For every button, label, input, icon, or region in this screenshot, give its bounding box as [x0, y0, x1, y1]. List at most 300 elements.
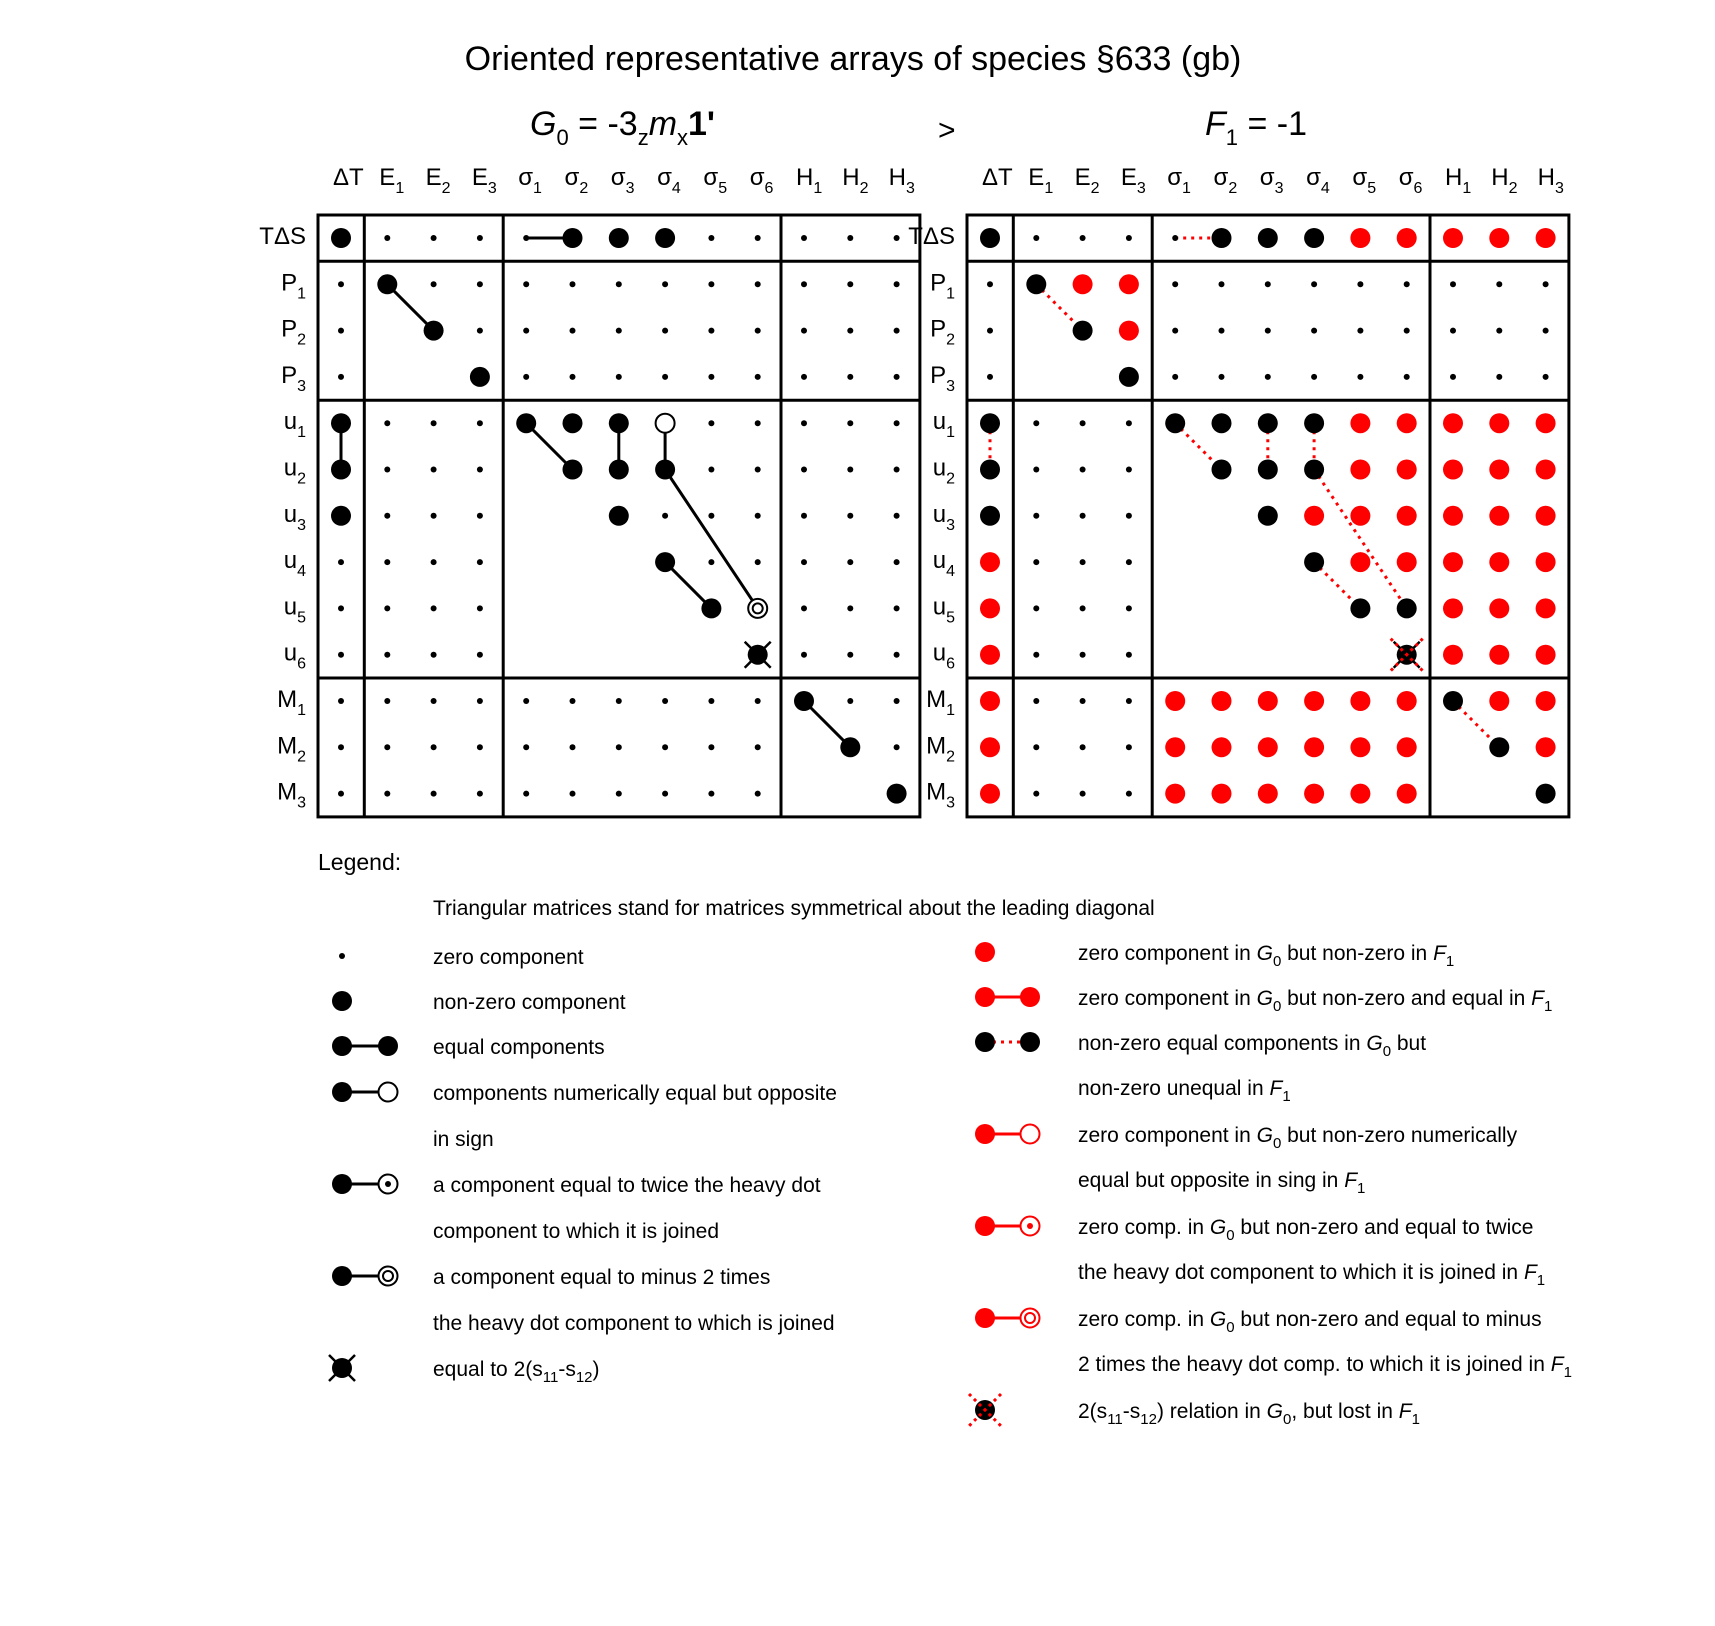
matrix-right-cell-zero [1172, 281, 1178, 287]
matrix-right-cell-red-nonzero [1304, 784, 1324, 804]
matrix-right-cell-red-nonzero [1350, 506, 1370, 526]
matrix-right-cell-nonzero [1304, 460, 1324, 480]
matrix-left-cell-zero [755, 374, 761, 380]
matrix-left-cell-zero [847, 652, 853, 658]
right-heading: $F_1 = -1$ [1205, 105, 1308, 150]
matrix-right-cell-red-nonzero [1489, 460, 1509, 480]
matrix-left-cell-nonzero [331, 506, 351, 526]
legend-link-start [332, 1082, 352, 1102]
matrix-right-cell-red-nonzero [1536, 645, 1556, 665]
matrix-right-cell-red-nonzero [980, 784, 1000, 804]
matrix-left-cell-zero [755, 698, 761, 704]
matrix-right-cell-zero [1543, 374, 1549, 380]
matrix-right-cell-zero [987, 374, 993, 380]
matrix-right-cell-zero [1080, 652, 1086, 658]
matrix-left-cell-zero [338, 374, 344, 380]
matrix-right-col-header: $H_1$ [1445, 164, 1472, 197]
matrix-right-cell-red-nonzero [1350, 552, 1370, 572]
legend-link-start [332, 1174, 352, 1194]
matrix-right-cell-red-nonzero [1397, 552, 1417, 572]
legend-right-item-3a: non-zero equal components in $G_0$ but [1078, 1032, 1427, 1060]
matrix-left-row-header: $u_5$ [283, 593, 306, 627]
matrix-right-cell-nonzero [1304, 413, 1324, 433]
matrix-left-cell-zero [477, 467, 483, 473]
matrix-left-row-header: $P_2$ [281, 315, 306, 349]
matrix-right-row-header: $M_1$ [926, 686, 955, 719]
legend-right-column [969, 942, 1572, 1428]
legend-right-item-6b: 2 times the heavy dot comp. to which it is joined in $F_1$ [1078, 1353, 1572, 1381]
matrix-left-cell-zero [894, 559, 900, 565]
matrix-left-cell-zero [894, 513, 900, 519]
matrix-right-cell-red-nonzero [1536, 552, 1556, 572]
matrix-right-cell-red-nonzero [1443, 645, 1463, 665]
matrix-right-cell-nonzero [1304, 552, 1324, 572]
matrix-left-cell-zero [477, 744, 483, 750]
matrix-left-cell-zero [477, 420, 483, 426]
matrix-left-cell-zero [847, 698, 853, 704]
matrix-left-cell-zero [431, 420, 437, 426]
matrix-right-cell-zero [1033, 420, 1039, 426]
matrix-left-cell-zero [755, 328, 761, 334]
matrix-left-cell-zero [708, 513, 714, 519]
matrix-right-cell-red-nonzero [1536, 691, 1556, 711]
matrix-left-cell-zero [662, 791, 668, 797]
matrix-right-cell-zero [987, 328, 993, 334]
legend-red-dot [975, 942, 995, 962]
matrix-right-col-header: $\sigma_2$ [1213, 164, 1238, 197]
matrix-right-cell-zero [1033, 559, 1039, 565]
matrix-right-cell-zero [1033, 652, 1039, 658]
matrix-right-cell-zero [1496, 328, 1502, 334]
legend-red-link-start [975, 1216, 995, 1236]
matrix-right-cell-red-nonzero [1489, 552, 1509, 572]
matrix-left-cell-zero [523, 328, 529, 334]
matrix-left-cell-zero [662, 744, 668, 750]
matrix-right-cell-zero [1126, 513, 1132, 519]
matrix-right-cell-red-nonzero [1489, 506, 1509, 526]
matrix-left-col-header: $H_3$ [888, 164, 915, 197]
matrix-left-col-header: $\sigma_2$ [564, 164, 589, 197]
matrix-left-cell-zero [616, 698, 622, 704]
legend-dotted-link-start [975, 1032, 995, 1052]
matrix-right-cell-red-nonzero [1397, 228, 1417, 248]
matrix-right-cell-red-nonzero [1489, 645, 1509, 665]
matrix-left-cell-zero [523, 698, 529, 704]
matrix-left-cell-zero [708, 374, 714, 380]
matrix-left-cell-zero [431, 281, 437, 287]
matrix-left-cell-zero [338, 652, 344, 658]
matrix-left-cell-zero [894, 652, 900, 658]
matrix-left-cell-nonzero [331, 460, 351, 480]
matrix-right-cell-red-nonzero [1443, 460, 1463, 480]
matrix-left-cell-zero [570, 374, 576, 380]
matrix-right-row-header: $P_2$ [930, 315, 955, 349]
matrix-left-cell-zero [477, 698, 483, 704]
matrix-right-col-header: $E_1$ [1028, 164, 1054, 197]
matrix-right-cell-nonzero [1489, 737, 1509, 757]
legend-link-end-dot [385, 1181, 391, 1187]
matrix-left-cell-nonzero [516, 413, 536, 433]
legend-link-end [379, 1083, 398, 1102]
matrix-right-cell-red-nonzero [1397, 460, 1417, 480]
matrix-left-col-header: $\sigma_4$ [657, 164, 681, 197]
matrix-left-cell-nonzero [563, 413, 583, 433]
matrix-right-cell-red-nonzero [1489, 691, 1509, 711]
matrix-left-cell-zero [755, 235, 761, 241]
matrix-left-cell-zero [570, 328, 576, 334]
matrix-left-col-header: $\sigma_6$ [749, 164, 774, 197]
matrix-left-cell-zero [801, 235, 807, 241]
matrix-left-cell-zero [755, 791, 761, 797]
matrix-right-cell-nonzero [1212, 228, 1232, 248]
matrix-right-cell-red-nonzero [1536, 413, 1556, 433]
matrix-left-cell-zero [384, 559, 390, 565]
matrix-left-cell-zero [431, 605, 437, 611]
matrix-right-cell-zero [1033, 513, 1039, 519]
matrix-right-cell-zero [1219, 281, 1225, 287]
matrix-left-cell-zero [570, 791, 576, 797]
matrix-right-cell-zero [1080, 791, 1086, 797]
matrix-right-cell-zero [1126, 235, 1132, 241]
matrix-right-cell-red-nonzero [1443, 228, 1463, 248]
matrix-left-cell-zero [708, 328, 714, 334]
matrix-left-cell-zero [384, 467, 390, 473]
matrix-left-col-header: $E_1$ [379, 164, 405, 197]
matrix-left-cell-zero [616, 744, 622, 750]
legend-left-item-text: components numerically equal but opposite [433, 1082, 837, 1105]
matrix-right-cell-nonzero [1119, 367, 1139, 387]
matrix-right-cell-zero [1126, 791, 1132, 797]
matrix-left-cell-zero [755, 513, 761, 519]
matrix-left-cell-zero [384, 744, 390, 750]
matrix-right-cell-zero [1265, 374, 1271, 380]
matrix-right-cell-red-nonzero [980, 737, 1000, 757]
matrix-right-cell-nonzero [1536, 784, 1556, 804]
matrix-left-cell-nonzero [794, 691, 814, 711]
matrix-left-cell-nonzero [377, 274, 397, 294]
page-title: Oriented representative arrays of species §633 (gb) [464, 40, 1242, 78]
matrix-right-cell-nonzero [980, 460, 1000, 480]
matrix-right-cell-zero [1126, 698, 1132, 704]
matrix-left-cell-zero [431, 559, 437, 565]
matrix-right-cell-red-nonzero [1397, 737, 1417, 757]
matrix-right-cell-red-nonzero [1350, 784, 1370, 804]
legend-red-link-end [1021, 1125, 1040, 1144]
matrix-right-cell-zero [1219, 328, 1225, 334]
matrix-right-row-header: $P_1$ [930, 269, 955, 303]
legend-right-item-1: zero component in $G_0$ but non-zero in $F_1$ [1078, 942, 1455, 970]
matrix-right-cell-red-nonzero [1258, 784, 1278, 804]
matrix-left-cell-zero [894, 235, 900, 241]
matrix-left-cell-nonzero [424, 321, 444, 341]
legend-red-link-start [975, 1308, 995, 1328]
matrix-left-cell-nonzero [609, 460, 629, 480]
legend-left-item-text: a component equal to twice the heavy dot [433, 1174, 821, 1197]
matrix-left-cell-zero [708, 559, 714, 565]
matrix-right-cell-nonzero [1212, 413, 1232, 433]
legend-red-link-end-dot [1027, 1223, 1033, 1229]
legend-left-item-text: equal to $2(s_{11}-s_{12})$ [433, 1358, 600, 1386]
matrix-left-links [341, 238, 850, 747]
matrix-left-row-header: $P_3$ [281, 361, 306, 395]
matrix-left-row-header: $P_1$ [281, 269, 306, 303]
matrix-left-cell-zero [847, 328, 853, 334]
heading-separator: > [938, 114, 956, 147]
matrix-right-cell-zero [1311, 328, 1317, 334]
matrix-left-cell-zero [662, 374, 668, 380]
matrix-right-cell-red-nonzero [1165, 691, 1185, 711]
legend-lost-cross-b [969, 1394, 1001, 1426]
matrix-right-cell-zero [1033, 791, 1039, 797]
legend-left-item-text: a component equal to minus 2 times [433, 1266, 771, 1289]
matrix-right-cell-zero [1404, 281, 1410, 287]
matrix-right-cell-zero [1033, 235, 1039, 241]
matrix-right-cell-red-nonzero [1350, 691, 1370, 711]
legend-right-item-4b: equal but opposite in sing in $F_1$ [1078, 1169, 1366, 1197]
matrix-left-row-header: $M_1$ [277, 686, 306, 719]
matrix-right-cell-red-nonzero [1119, 321, 1139, 341]
matrix-left-cell-zero [847, 513, 853, 519]
legend-link-start [332, 1036, 352, 1056]
matrix-right-col-header: $\sigma_3$ [1259, 164, 1284, 197]
matrix-right-cell-red-nonzero [1536, 228, 1556, 248]
matrix-left-cell-zero [384, 235, 390, 241]
legend-red-link-end [1020, 987, 1040, 1007]
matrix-right-cell-red-nonzero [1536, 506, 1556, 526]
matrix-right-cell-red-nonzero [1397, 413, 1417, 433]
matrix-right-cell-zero [1357, 281, 1363, 287]
matrix-left-cell-zero [801, 374, 807, 380]
left-heading: $G_0 = -3_zm_x1'$ [530, 105, 716, 150]
matrix-right-cell-zero [1033, 605, 1039, 611]
matrix-left-cell-zero [431, 652, 437, 658]
matrix-left-cell-zero [477, 328, 483, 334]
matrix-right-cell-red-nonzero [1304, 691, 1324, 711]
matrix-right-cell-zero [1311, 281, 1317, 287]
matrix-left-cell-zero [431, 235, 437, 241]
matrix-right-cell-red-nonzero [980, 691, 1000, 711]
matrix-left-cell-zero [662, 513, 668, 519]
matrix-right-cell-nonzero [980, 228, 1000, 248]
matrix-right-cell-red-nonzero [1536, 460, 1556, 480]
matrix-left-link [665, 470, 758, 609]
matrix-left-cell-zero [523, 791, 529, 797]
matrix-left-col-header: $E_3$ [471, 164, 497, 197]
matrix-right-cell-red-nonzero [1212, 737, 1232, 757]
matrix-left-cell-zero [523, 281, 529, 287]
matrix-right-cell-red-nonzero [1443, 413, 1463, 433]
matrix-left-cell-zero [384, 420, 390, 426]
matrix-right-cell-zero [1265, 328, 1271, 334]
matrix-right-cell-zero [1543, 281, 1549, 287]
matrix-right-cell-zero [1126, 467, 1132, 473]
matrix-left-cell-nonzero [609, 228, 629, 248]
matrix-right-cell-zero [1126, 605, 1132, 611]
matrix-right-cell-zero [1126, 652, 1132, 658]
legend [318, 849, 1572, 1428]
legend-link-end [378, 1036, 398, 1056]
matrix-right-cell-red-nonzero [1350, 413, 1370, 433]
matrix-left-cell-zero [755, 744, 761, 750]
matrix-left-cell-zero [477, 605, 483, 611]
legend-right-item-2: zero component in $G_0$ but non-zero and equal in $F_1$ [1078, 987, 1553, 1015]
matrix-right-cell-zero [1080, 235, 1086, 241]
matrix-right-row-header: $P_3$ [930, 361, 955, 395]
matrix-right-row-header: $u_5$ [932, 593, 955, 627]
matrix-right-cell-zero [1080, 698, 1086, 704]
matrix-right-cell-red-nonzero [1397, 691, 1417, 711]
matrix-right-cell-red-nonzero [1536, 737, 1556, 757]
legend-nonzero-dot [332, 991, 352, 1011]
matrix-left-row-header: $u_3$ [283, 500, 306, 534]
matrix-left [259, 164, 920, 817]
matrix-left-cell-zero [708, 744, 714, 750]
matrix-right-col-header: $H_2$ [1491, 164, 1518, 197]
matrix-left-cell-nonzero [331, 228, 351, 248]
matrix-left-cell-nonzero [655, 552, 675, 572]
matrix-left-cell-zero [570, 744, 576, 750]
matrix-left-col-header: $H_1$ [796, 164, 823, 197]
matrix-left-cell-zero [616, 374, 622, 380]
matrix-left-cell-opposite [656, 414, 675, 433]
matrix-right-cell-zero [1404, 328, 1410, 334]
matrix-left-cell-zero [431, 744, 437, 750]
matrix-left-cell-nonzero [655, 460, 675, 480]
matrix-left-col-header: ΔT [333, 164, 364, 191]
matrix-left-cell-zero [847, 467, 853, 473]
matrix-left-cell-zero [384, 652, 390, 658]
matrix-right-col-header: $\sigma_1$ [1167, 164, 1191, 197]
matrix-left-cell-zero [847, 235, 853, 241]
matrix-left-cell-zero [894, 744, 900, 750]
matrix-right-cell-zero [1126, 559, 1132, 565]
matrix-left-cell-zero [338, 328, 344, 334]
matrix-left-cell-zero [801, 328, 807, 334]
matrix-left-cell-minus2-inner [753, 603, 763, 613]
matrix-left-col-header: $\sigma_5$ [703, 164, 728, 197]
matrix-left-cell-zero [384, 513, 390, 519]
matrix-right-cell-red-nonzero [1212, 784, 1232, 804]
matrix-left-cell-zero [801, 281, 807, 287]
matrix-left-cell-zero [431, 698, 437, 704]
legend-right-item-6a: zero comp. in $G_0$ but non-zero and equal to minus [1078, 1308, 1542, 1336]
matrix-left-cell-zero [431, 467, 437, 473]
matrix-right-row-header: $u_3$ [932, 500, 955, 534]
matrix-right-cell-red-nonzero [1443, 598, 1463, 618]
matrix-left-cell-zero [384, 605, 390, 611]
matrix-left-cell-zero [755, 467, 761, 473]
legend-left-item-text: equal components [433, 1036, 605, 1059]
matrix-left-cell-zero [755, 559, 761, 565]
matrix-right-cell-zero [1033, 467, 1039, 473]
matrix-right-cell-zero [1172, 374, 1178, 380]
legend-link-end-ring [383, 1271, 393, 1281]
matrix-left-cell-zero [894, 281, 900, 287]
matrix-left-cell-zero [384, 791, 390, 797]
matrix-left-cell-zero [801, 513, 807, 519]
matrix-left-cell-zero [708, 420, 714, 426]
matrix-right-cell-red-nonzero [1304, 506, 1324, 526]
matrix-left-cell-zero [708, 791, 714, 797]
matrix-left-cell-zero [801, 467, 807, 473]
matrix-left-cell-zero [477, 791, 483, 797]
legend-link-start [332, 1266, 352, 1286]
legend-left-column [329, 946, 837, 1386]
matrix-left-cell-zero [477, 652, 483, 658]
matrix-right-cell-nonzero [1350, 598, 1370, 618]
matrix-left-cell-zero [477, 235, 483, 241]
matrix-right-col-header: $\sigma_6$ [1398, 164, 1423, 197]
matrix-right-cell-nonzero [1165, 413, 1185, 433]
matrix-right-cell-red-nonzero [1489, 413, 1509, 433]
matrix-left-cell-zero [338, 605, 344, 611]
matrix-left-cell-nonzero [331, 413, 351, 433]
matrix-right-cell-zero [1080, 513, 1086, 519]
legend-right-item-7: $2(s_{11}-s_{12})$ relation in $G_0$, but lost in $F_1$ [1078, 1400, 1420, 1428]
matrix-left-cell-zero [384, 698, 390, 704]
matrix-right-row-header: $u_4$ [932, 547, 955, 581]
matrix-left-cell-zero [847, 420, 853, 426]
matrix-right-cell-zero [1219, 374, 1225, 380]
matrix-left-cell-zero [708, 467, 714, 473]
matrix-left-row-header: TΔS [259, 223, 306, 250]
matrix-right-cell-zero [1265, 281, 1271, 287]
matrix-left-cell-zero [338, 698, 344, 704]
matrix-right-cell-red-nonzero [1350, 737, 1370, 757]
matrix-left-cell-zero [662, 328, 668, 334]
matrix-right-cell-nonzero [980, 413, 1000, 433]
matrix-left-cell-zero [755, 281, 761, 287]
matrix-right-row-header: $u_1$ [932, 408, 955, 442]
matrix-left-row-header: $M_3$ [277, 778, 306, 812]
matrix-left-cell-zero [477, 559, 483, 565]
matrix-left-cell-zero [616, 328, 622, 334]
matrix-left-cell-zero [708, 698, 714, 704]
matrix-right-col-header: ΔT [982, 164, 1013, 191]
matrix-right-cell-zero [1080, 559, 1086, 565]
matrix-right-col-header: $E_3$ [1120, 164, 1146, 197]
matrix-right-links [990, 238, 1499, 747]
matrix-right-cell-red-nonzero [980, 598, 1000, 618]
legend-left-item-text: component to which it is joined [433, 1220, 719, 1243]
matrix-right-cell-nonzero [1258, 413, 1278, 433]
matrix-right-col-header: $\sigma_4$ [1306, 164, 1330, 197]
matrix-left-cell-zero [431, 513, 437, 519]
matrix-right-col-header: $H_3$ [1537, 164, 1564, 197]
matrix-left-row-header: $M_2$ [277, 732, 306, 766]
matrix-left-cell-zero [801, 605, 807, 611]
matrix-left-cell-zero [755, 420, 761, 426]
matrix-left-cell-zero [431, 791, 437, 797]
matrix-left-cell-nonzero [887, 784, 907, 804]
matrix-left-cell-nonzero [655, 228, 675, 248]
matrix-left-cell-zero [894, 374, 900, 380]
legend-left-item-text: zero component [433, 946, 584, 969]
matrix-right-row-header: $M_3$ [926, 778, 955, 812]
matrix-right-cell-zero [1126, 420, 1132, 426]
matrix-right-cell-zero [1172, 235, 1178, 241]
legend-right-item-4a: zero component in $G_0$ but non-zero numerically [1078, 1124, 1518, 1152]
matrix-left-cell-zero [477, 513, 483, 519]
matrix-left-cell-zero [708, 235, 714, 241]
matrix-right-cell-red-nonzero [980, 645, 1000, 665]
matrix-right-cell-nonzero [1304, 228, 1324, 248]
matrix-right-cell-red-nonzero [1489, 598, 1509, 618]
matrix-right-cell-red-nonzero [1350, 228, 1370, 248]
matrix-left-cell-zero [894, 605, 900, 611]
matrix-right-cell-nonzero [1026, 274, 1046, 294]
matrix-left-cell-zero [847, 281, 853, 287]
